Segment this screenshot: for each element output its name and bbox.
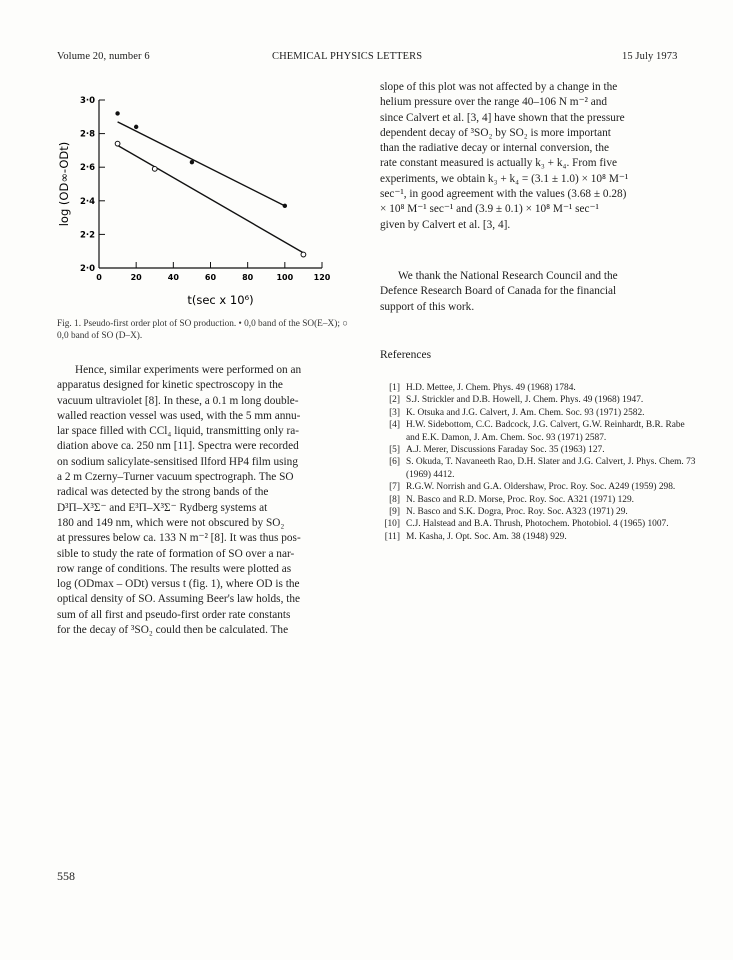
reference-text: N. Basco and R.D. Morse, Proc. Roy. Soc. A321 (1971) 129. [406, 494, 635, 505]
reference-item [380, 531, 700, 543]
body-line: experiments, we obtain k₃ + k₄ = (3.1 ± 1.0) × 10⁸ M⁻¹ [380, 172, 629, 185]
y-tick-label: 2·0 [79, 264, 95, 274]
reference-text: K. Otsuka and J.G. Calvert, J. Am. Chem. Soc. 93 (1971) 2582. [406, 407, 645, 418]
reference-number: [4] [389, 420, 400, 431]
acknowledgement-line: support of this work. [380, 300, 475, 313]
y-axis-label: log (OD∞-ODt) [57, 141, 71, 227]
acknowledgement-line: Defence Research Board of Canada for the financial [380, 285, 617, 298]
figure-caption: Fig. 1. Pseudo-first order plot of SO production. • 0,0 band of the SO(E–X); ○ 0,0 band of SO (D–X). [57, 319, 348, 341]
body-line: rate constant measured is actually k₃ + k₄. From five [380, 157, 617, 170]
body-line: optical density of SO. Assuming Beer's law holds, the [57, 593, 301, 606]
reference-item [380, 444, 700, 456]
body-line: on sodium salicylate-sensitised Ilford HP4 film using [57, 455, 298, 468]
y-tick-label: 2·4 [79, 196, 95, 207]
reference-item [380, 419, 700, 444]
data-point-open [115, 141, 120, 146]
reference-item [380, 506, 700, 518]
x-tick-label: 100 [276, 273, 294, 282]
body-line: a 2 m Czerny–Turner vacuum spectrograph. The SO [57, 471, 294, 484]
body-line: Hence, similar experiments were performed on an [75, 364, 302, 376]
y-tick-label: 3·0 [79, 96, 95, 106]
reference-text: S. Okuda, T. Navaneeth Rao, D.H. Slater and J.G. Calvert, J. Phys. Chem. 73 (1969) 4412. [406, 457, 696, 480]
body-line: row range of conditions. The results were plotted as [57, 562, 292, 575]
body-line: walled reaction vessel was used, with the 5 mm annu- [57, 409, 301, 422]
body-line: diation above ca. 250 nm [11]. Spectra were recorded [57, 440, 299, 453]
body-line: for the decay of ³SO₂ could then be calculated. The [57, 624, 289, 637]
body-line: sible to study the rate of formation of SO over a nar- [57, 547, 295, 560]
body-line: sum of all first and pseudo-first order rate constants [57, 608, 291, 621]
body-line: slope of this plot was not affected by a change in the [380, 81, 618, 93]
reference-item [380, 494, 700, 506]
x-tick-label: 20 [130, 273, 142, 282]
x-tick-label: 40 [167, 273, 179, 282]
reference-text: A.J. Merer, Discussions Faraday Soc. 35 (1963) 127. [406, 445, 605, 456]
left-column-body [57, 363, 357, 638]
body-line: than the radiative decay or internal conversion, the [380, 142, 609, 155]
body-line: D³Π–X³Σ⁻ and E³Π–X³Σ⁻ Rydberg systems at [57, 501, 268, 514]
body-line: log (ODmax – ODt) versus t (fig. 1), where OD is the [57, 578, 300, 591]
x-tick-label: 80 [242, 273, 254, 282]
reference-list [380, 382, 700, 543]
reference-number: [6] [389, 457, 400, 468]
reference-number: [8] [389, 494, 400, 505]
acknowledgement-line: We thank the National Research Council and the [398, 270, 618, 282]
x-tick-label: 120 [313, 273, 331, 282]
reference-text: C.J. Halstead and B.A. Thrush, Photochem. Photobiol. 4 (1965) 1007. [406, 519, 669, 530]
reference-text: M. Kasha, J. Opt. Soc. Am. 38 (1948) 929. [406, 531, 567, 542]
data-point-filled [190, 160, 194, 164]
body-line: radical was detected by the strong bands of the [57, 486, 269, 499]
reference-item [380, 518, 700, 530]
reference-number: [9] [389, 507, 400, 518]
body-line: since Calvert et al. [3, 4] have shown that the pressure [380, 111, 625, 124]
body-line: vacuum ultraviolet [8]. In these, a 0.1 m long double- [57, 394, 299, 407]
issue-date: 15 July 1973 [622, 51, 678, 62]
data-point-filled [134, 125, 138, 129]
body-line: helium pressure over the range 40–106 N m⁻² and [380, 96, 608, 109]
body-line: dependent decay of ³SO₂ by SO₂ is more important [380, 126, 611, 139]
data-point-open [152, 166, 157, 171]
y-tick-label: 2·2 [79, 230, 95, 241]
y-tick-label: 2·6 [79, 163, 95, 174]
references-heading: References [380, 349, 432, 361]
body-line: lar space filled with CCl₄ liquid, transmitting only ra- [57, 425, 300, 438]
right-column-body [380, 80, 690, 233]
reference-number: [3] [389, 407, 400, 418]
reference-number: [5] [389, 445, 400, 456]
data-point-filled [283, 204, 287, 208]
body-line: at pressures below ca. 133 N m⁻² [8]. It was thus pos- [57, 532, 301, 545]
acknowledgement [380, 269, 690, 315]
reference-item [380, 394, 700, 406]
reference-number: [7] [389, 482, 400, 493]
reference-text: N. Basco and S.K. Dogra, Proc. Roy. Soc. A323 (1971) 29. [406, 507, 628, 518]
x-axis-label: t(sec x 10⁶) [187, 293, 254, 307]
page-number: 558 [57, 869, 75, 883]
reference-text: H.W. Sidebottom, C.C. Badcock, J.G. Calvert, G.W. Reinhardt, B.R. Rabe and E.K. Damon, J. Am. Chem. Soc. 93 (1971) 2587. [406, 420, 685, 443]
reference-text: H.D. Mettee, J. Chem. Phys. 49 (1968) 1784. [406, 383, 576, 393]
reference-number: [11] [384, 531, 400, 542]
reference-number: [2] [389, 395, 400, 406]
data-point-open [301, 252, 306, 257]
body-line: × 10⁸ M⁻¹ sec⁻¹ and (3.9 ± 0.1) × 10⁸ M⁻¹ sec⁻¹ [380, 203, 599, 216]
reference-item [380, 382, 700, 394]
y-tick-label: 2·8 [79, 129, 95, 140]
body-line: given by Calvert et al. [3, 4]. [380, 218, 511, 231]
reference-item [380, 481, 700, 493]
reference-text: S.J. Strickler and D.B. Howell, J. Chem. Phys. 49 (1968) 1947. [406, 395, 644, 406]
body-line: 180 and 149 nm, which were not obscured by SO₂ [57, 516, 285, 529]
reference-number: [1] [389, 383, 400, 393]
body-line: sec⁻¹, in good agreement with the values (3.68 ± 0.28) [380, 188, 627, 201]
fit-line [118, 145, 304, 253]
reference-number: [10] [384, 519, 400, 530]
journal-title: CHEMICAL PHYSICS LETTERS [272, 51, 423, 62]
reference-item [380, 407, 700, 419]
reference-item [380, 456, 700, 481]
x-tick-label: 60 [204, 273, 217, 282]
volume-label: Volume 20, number 6 [57, 51, 150, 62]
figure-1-chart [57, 90, 357, 315]
reference-text: R.G.W. Norrish and G.A. Oldershaw, Proc. Roy. Soc. A249 (1959) 298. [406, 482, 676, 493]
x-tick-label: 0 [96, 273, 102, 282]
data-point-filled [115, 111, 119, 115]
body-line: apparatus designed for kinetic spectroscopy in the [57, 379, 283, 392]
